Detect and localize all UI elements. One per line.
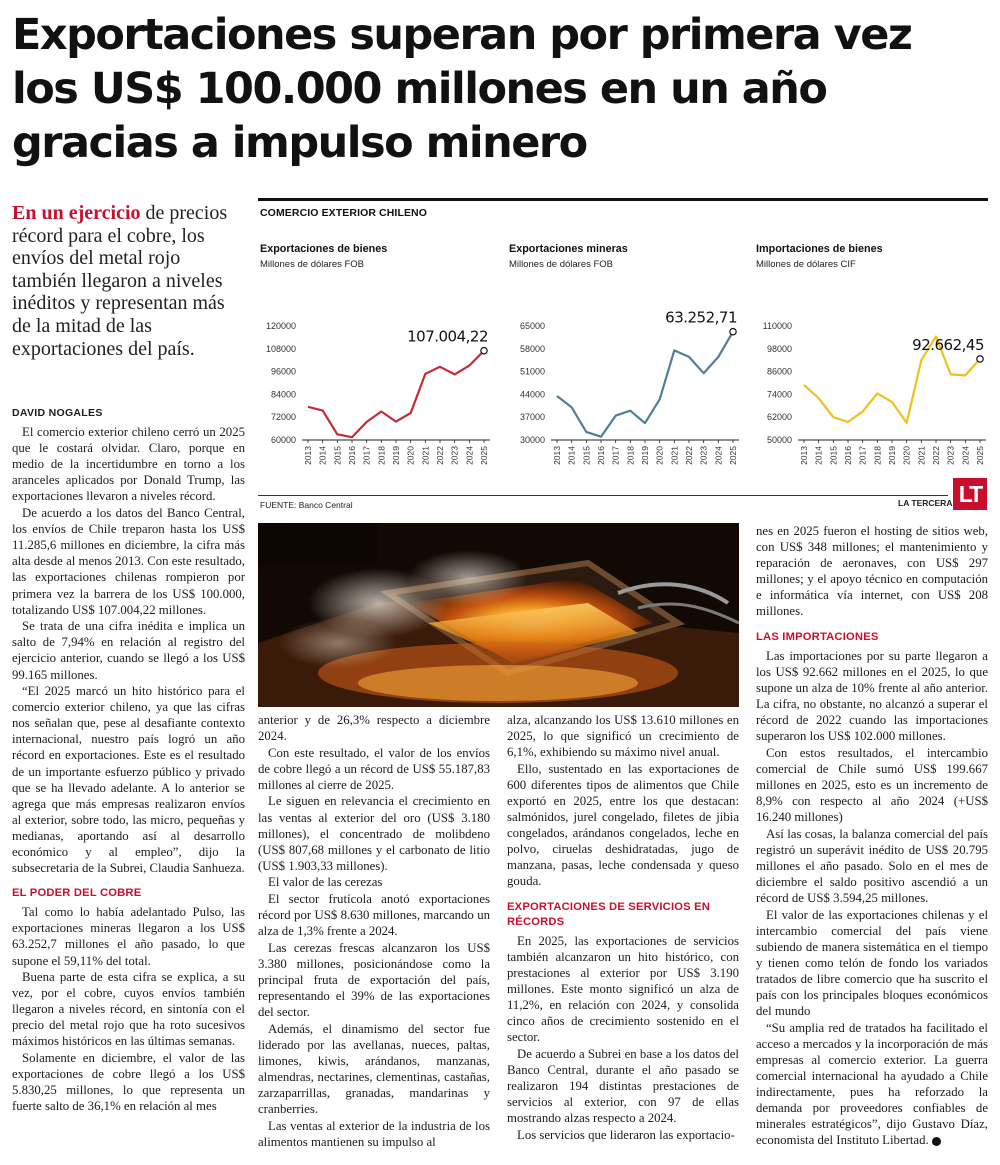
article-paragraph: “Su amplia red de tratados ha facilitado el acceso a mercados y la incorporación de más empresas al comercio exterior. La guerra comercial internacional ha ayudado a Chile indirectamente, pues ha reforzado la demanda por proveedores confiables de minerales estratégicos”, dijo Gustavo Díaz, economista del Instituto Libertad. (756, 1020, 988, 1148)
end-point-marker (977, 356, 983, 362)
y-tick-label: 86000 (766, 366, 792, 377)
y-tick-label: 108000 (265, 343, 296, 354)
y-tick-label: 72000 (270, 412, 296, 423)
article-paragraph: Con estos resultados, el intercambio comercial de Chile sumó US$ 199.667 millones en 2025, esto es un incremento de 8,9% con respecto al año 2024 (+US$ 16.240 millones) (756, 745, 988, 824)
x-tick-label: 2025 (479, 446, 489, 465)
end-value-label: 63.252,71 (665, 308, 737, 327)
y-tick-label: 84000 (270, 389, 296, 400)
y-tick-label: 120000 (265, 321, 296, 331)
lead-paragraph (12, 202, 230, 360)
x-tick-label: 2022 (684, 446, 694, 465)
article-paragraph: Los servicios que lideraron las exportacio- (517, 1127, 735, 1142)
article-column-3 (507, 712, 739, 1143)
x-tick-label: 2020 (405, 446, 416, 465)
y-tick-label: 65000 (519, 321, 545, 331)
x-tick-label: 2014 (566, 446, 577, 465)
y-tick-label: 50000 (766, 435, 792, 445)
article-paragraph: De acuerdo a Subrei en base a los datos del Banco Central, durante el año pasado se realizaron 194 distintas prestaciones de servicios al exterior, con 97 de ellas mostrando alzas respecto a 2024. (507, 1046, 739, 1126)
la-tercera-logo: LT (953, 478, 987, 510)
article-paragraph: El valor de las cerezas (268, 875, 383, 890)
molten-copper-photo (258, 523, 739, 707)
chart-title: Exportaciones de bienes (260, 243, 388, 255)
y-tick-label: 30000 (519, 435, 545, 445)
end-value-label: 92.662,45 (912, 335, 984, 354)
x-tick-label: 2020 (901, 446, 912, 465)
article-paragraph: Ello, sustentado en las exportaciones de 600 diferentes tipos de alimentos que Chile exportó en 2025, entre los que destacan: salmónidos, jurel congelado, filetes de jibia congelados, arándanos congelados, leche en polvo, ciruelas deshidratadas, jugo de manzana, pasas, leche condensada y queso gouda. (507, 761, 739, 889)
x-tick-label: 2014 (813, 446, 824, 465)
y-tick-label: 51000 (519, 366, 545, 377)
chart-exports (258, 238, 498, 483)
x-tick-label: 2025 (728, 446, 738, 465)
x-tick-label: 2015 (581, 446, 592, 465)
y-tick-label: 96000 (270, 366, 296, 377)
y-tick-label: 60000 (270, 435, 296, 445)
x-tick-label: 2023 (449, 446, 460, 465)
chart-title: Importaciones de bienes (756, 243, 883, 255)
end-of-article-icon (932, 1137, 941, 1146)
article-paragraph: alza, alcanzando los US$ 13.610 millones en 2025, lo que significó un crecimiento de 6,1%, exhibiendo su máximo nivel anual. (507, 713, 739, 760)
infographic-bottom-rule (258, 495, 948, 496)
infographic-title: COMERCIO EXTERIOR CHILENO (260, 207, 428, 219)
article-column-2 (258, 712, 490, 1151)
x-tick-label: 2022 (931, 446, 941, 465)
article-paragraph: “El 2025 marcó un hito histórico para el comercio exterior chileno, ya que las cifras nos señalan que, pese al desafiante contexto internacional, nuestro país logró un año récord en exportaciones. Este es el resultado de un importante esfuerzo público y privado que se ha llevado adelante. A lo anterior se agrega que más empresas realizaron envíos al exterior, sobre todo, las micro, pequeñas y medianas, aportando así al desarrollo económico y al empleo”, dijo la subsecretaria de la Subrei, Claudia Sanhueza. (12, 684, 245, 876)
x-tick-label: 2013 (552, 446, 562, 465)
x-tick-label: 2023 (698, 446, 709, 465)
section-subheading: EL PODER DEL COBRE (12, 887, 142, 900)
article-paragraph: Además, el dinamismo del sector fue liderado por las avellanas, nueces, paltas, limones, kiwis, arándanos, manzanas, almendras, nectarines, clementinas, castañas, zarzaparrillas, granadas, mandarinas y cranberries. (258, 1021, 490, 1117)
x-tick-label: 2015 (828, 446, 839, 465)
y-tick-label: 110000 (762, 321, 792, 331)
end-point-marker (481, 347, 487, 353)
article-paragraph: Así las cosas, la balanza comercial del país registró un superávit inédito de US$ 20.795 millones el año pasado. Solo en el mes de diciembre el saldo positivo ascendió a un récord de US$ 3.594,25 millones. (756, 826, 988, 905)
x-tick-label: 2016 (843, 446, 853, 465)
chart-subtitle: Millones de dólares CIF (756, 259, 856, 270)
y-tick-label: 98000 (766, 343, 792, 354)
x-tick-label: 2025 (975, 446, 985, 465)
x-tick-label: 2024 (713, 446, 724, 465)
photo-illustration (258, 523, 739, 707)
x-tick-label: 2013 (303, 446, 313, 465)
x-tick-label: 2021 (420, 446, 431, 465)
chart-title: Exportaciones mineras (509, 243, 628, 255)
article-paragraph: Solamente en diciembre, el valor de las exportaciones de cobre llegó a los US$ 5.830,25 millones, lo que representa un fuerte salto de 36,1% en relación al mes (12, 1051, 245, 1114)
article-column-1 (12, 405, 245, 1115)
x-tick-label: 2017 (361, 446, 372, 465)
y-tick-label: 37000 (519, 412, 545, 423)
chart-imports (754, 238, 994, 483)
article-paragraph: El comercio exterior chileno cerró un 2025 que le costará olvidar. Claro, porque en medio de la incertidumbre en torno a los aranceles aplicados por Donald Trump, las exportaciones llevaron a niveles récord. (12, 425, 245, 504)
infographic-top-rule (258, 198, 988, 201)
article-paragraph: El sector frutícola anotó exportaciones récord por US$ 8.630 millones, marcando un alza de 1,3% frente a 2024. (258, 892, 490, 939)
byline: DAVID NOGALES (12, 407, 103, 419)
x-tick-label: 2020 (654, 446, 665, 465)
x-tick-label: 2018 (872, 446, 883, 465)
x-tick-label: 2016 (596, 446, 606, 465)
article-paragraph: Tal como lo había adelantado Pulso, las exportaciones mineras llegaron a los US$ 63.252,7 millones el año pasado, lo que supone el 59,11% del total. (12, 905, 245, 968)
series-line (557, 332, 733, 437)
article-paragraph: De acuerdo a los datos del Banco Central, los envíos de Chile treparon hasta los US$ 11.285,6 millones en diciembre, la cifra más alta desde al menos 2013. Con este resultado, las exportaciones chilenas rompieron por primera vez la barrera de los US$ 100.000, totalizando US$ 107.004,22 millones. (12, 506, 245, 617)
brand-name: LA TERCERA (898, 498, 953, 508)
y-tick-label: 74000 (766, 389, 792, 400)
article-paragraph: En 2025, las exportaciones de servicios también alcanzaron un hito histórico, con prestaciones al exterior por US$ 3.190 millones. Este monto significó un alza de 11,2%, en relación con 2024, y consolida cinco años de crecimiento sostenido en el sector. (507, 933, 739, 1045)
x-tick-label: 2017 (610, 446, 621, 465)
x-tick-label: 2019 (887, 446, 897, 465)
x-tick-label: 2024 (960, 446, 971, 465)
lead-highlight: En un ejercicio (12, 202, 141, 224)
article-column-4 (756, 523, 988, 1149)
chart-mining-exports (507, 238, 747, 483)
article-paragraph: nes en 2025 fueron el hosting de sitios web, con US$ 348 millones; el mantenimiento y reparación de aeronaves, con US$ 297 millones; y el apoyo técnico en computación e informática vía internet, con US$ 208 millones. (756, 524, 988, 619)
article-paragraph: Con este resultado, el valor de los envíos de cobre llegó a un récord de US$ 55.187,83 millones al cierre de 2025. (258, 745, 490, 792)
x-tick-label: 2019 (391, 446, 401, 465)
x-tick-label: 2016 (347, 446, 357, 465)
source-note: FUENTE: Banco Central (260, 500, 353, 510)
y-tick-label: 62000 (766, 412, 792, 423)
article-paragraph: anterior y de 26,3% respecto a diciembre 2024. (258, 713, 490, 744)
article-paragraph: Le siguen en relevancia el crecimiento en las ventas al exterior del oro (US$ 3.180 millones), el concentrado de molibdeno (US$ 807,68 millones y el carbonato de litio (US$ 1.903,33 millones). (258, 794, 490, 873)
article-paragraph: Las cerezas frescas alcanzaron los US$ 3.380 millones, posicionándose como la principal fruta de exportación del país, representando el 39% de las exportaciones del sector. (258, 940, 490, 1020)
section-subheading: EXPORTACIONES DE SERVICIOS EN RÉCORDS (507, 900, 711, 928)
x-tick-label: 2023 (945, 446, 956, 465)
x-tick-label: 2017 (857, 446, 868, 465)
series-line (308, 351, 484, 438)
article-paragraph: Las ventas al exterior de la industria de los alimentos mantienen su impulso al (258, 1118, 490, 1149)
y-tick-label: 58000 (519, 343, 545, 354)
headline: Exportaciones superan por primera vez los US$ 100.000 millones en un año gracias a impulso minero (12, 10, 912, 168)
y-tick-label: 44000 (519, 389, 545, 400)
article-paragraph: Se trata de una cifra inédita e implica un salto de 7,94% en relación al registro del ejercicio anterior, cuando se llegó a los US$ 99.165 millones. (12, 619, 245, 682)
x-tick-label: 2018 (376, 446, 387, 465)
x-tick-label: 2014 (317, 446, 328, 465)
x-tick-label: 2018 (625, 446, 636, 465)
article-paragraph: Buena parte de esta cifra se explica, a su vez, por el cobre, cuyos envíos también llegaron a niveles récord, en sintonía con el precio del metal rojo que ha roto sucesivos máximos históricos en las últimas semanas. (12, 970, 245, 1049)
x-tick-label: 2015 (332, 446, 343, 465)
x-tick-label: 2021 (916, 446, 927, 465)
chart-subtitle: Millones de dólares FOB (509, 259, 614, 270)
chart-svg (754, 238, 994, 483)
section-subheading: LAS IMPORTACIONES (756, 630, 879, 643)
x-tick-label: 2021 (669, 446, 680, 465)
x-tick-label: 2022 (435, 446, 445, 465)
x-tick-label: 2019 (640, 446, 650, 465)
x-tick-label: 2013 (799, 446, 809, 465)
chart-subtitle: Millones de dólares FOB (260, 259, 365, 270)
lead-text: de precios récord para el cobre, los envíos del metal rojo también llegaron a niveles inéditos y representan más de la mitad de las exportaciones del país. (12, 202, 228, 360)
article-paragraph: El valor de las exportaciones chilenas y el intercambio comercial del país viene subiendo de manera sistemática en el tiempo y tienen como telón de fondo los variados tratados de libre comercio que ha suscrito el país con los principales bloques económicos del mundo (756, 907, 988, 1019)
chart-svg (258, 238, 498, 483)
x-tick-label: 2024 (464, 446, 475, 465)
trade-infographic (258, 198, 988, 516)
end-point-marker (730, 328, 736, 334)
article-paragraph: Las importaciones por su parte llegaron a los US$ 92.662 millones en el 2025, lo que supone un alza de 10% frente al año anterior. La cifra, no obstante, no alcanzó a superar el récord de 2022 cuando las importaciones superaron los US$ 102.000 millones. (756, 648, 988, 744)
end-value-label: 107.004,22 (407, 327, 488, 346)
chart-svg (507, 238, 747, 483)
